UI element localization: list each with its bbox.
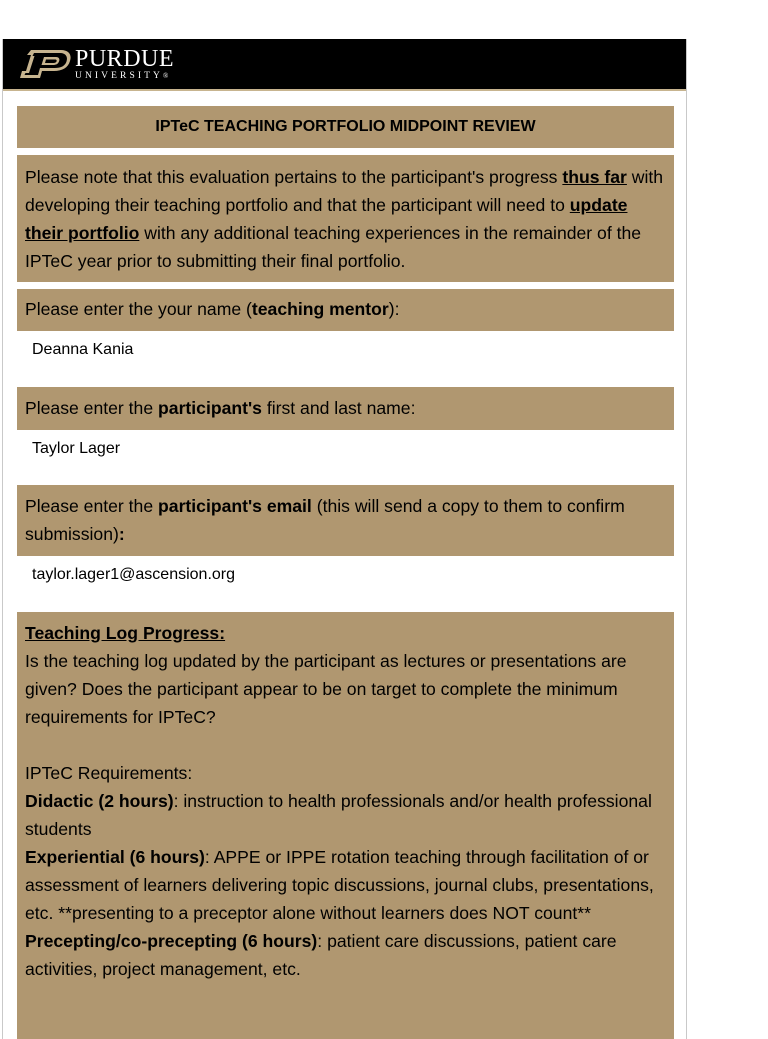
- teaching-log-block: [17, 612, 674, 1039]
- participant-email-answer[interactable]: taylor.lager1@ascension.org: [32, 566, 236, 583]
- logo-subtitle: UNIVERSITY®: [75, 70, 169, 81]
- notice-block: Please note that this evaluation pertains to the participant's progress thus far with developing their teaching portfolio and that the participant will need to update their portfolio with any additional teaching experiences in the remainder of the IPTeC year prior to submitting their final portfolio.: [17, 155, 674, 282]
- logo-word: PURDUE: [75, 45, 175, 72]
- mentor-name-answer[interactable]: Deanna Kania: [32, 341, 134, 358]
- question-participant-name: Please enter the participant's first and last name:: [17, 387, 674, 430]
- requirement-didactic: Didactic (2 hours): instruction to health professionals and/or health professional students: [25, 791, 652, 839]
- form-card: [2, 39, 687, 1039]
- form-title: IPTeC TEACHING PORTFOLIO MIDPOINT REVIEW: [17, 106, 674, 148]
- requirement-experiential: Experiential (6 hours): APPE or IPPE rotation teaching through facilitation of or assessment of learners delivering topic discussions, journal clubs, presentations, etc. **presenting to a preceptor alone without learners does NOT count**: [25, 847, 654, 923]
- requirements-label: IPTeC Requirements:: [25, 763, 193, 783]
- wordmark: [75, 47, 174, 82]
- requirement-precepting: Precepting/co-precepting (6 hours): patient care discussions, patient care activities, project management, etc.: [25, 931, 617, 979]
- purdue-logo: [17, 47, 174, 81]
- question-participant-email: Please enter the participant's email (this will send a copy to them to confirm submission):: [17, 485, 674, 556]
- purdue-p-logo-icon: [17, 48, 71, 80]
- teaching-log-question: Is the teaching log updated by the participant as lectures or presentations are given? Does the participant appear to be on target to complete the minimum requirements for IPTeC?: [25, 651, 627, 727]
- participant-name-answer[interactable]: Taylor Lager: [32, 440, 121, 457]
- teaching-log-heading: Teaching Log Progress:: [25, 623, 226, 643]
- header-bar: [3, 39, 686, 91]
- question-mentor-name: Please enter the your name (teaching mentor):: [17, 289, 674, 331]
